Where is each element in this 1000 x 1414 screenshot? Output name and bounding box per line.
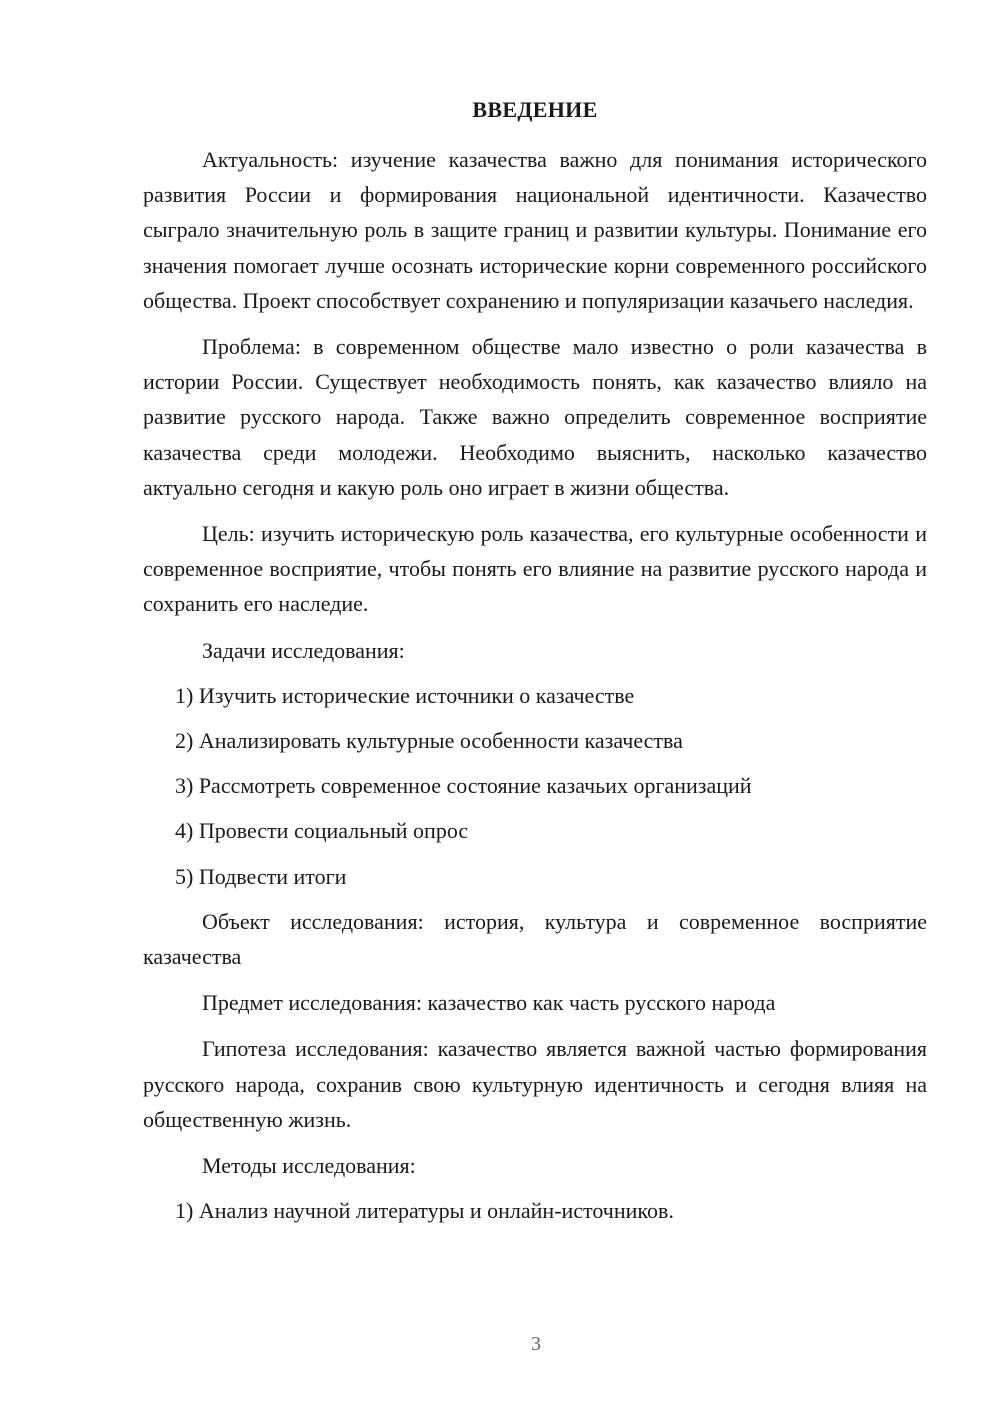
relevance-paragraph: Актуальность: изучение казачества важно для понимания исторического развития России и формирования национальной идентичности. Казачество сыграло значительную роль в защите границ и развитии культуры. Понимание его значения помогает лучше осознать исторические корни современного российского общества. Проект способствует сохранению и популяризации казачьего наследия. [143,147,927,313]
task-item: 4) Провести социальный опрос [175,818,469,844]
section-title: ВВЕДЕНИЕ [472,97,598,122]
method-item: 1) Анализ научной литературы и онлайн-источников. [175,1198,674,1224]
page-number: 3 [531,1333,541,1355]
task-item: 1) Изучить исторические источники о казачестве [175,682,635,708]
tasks-label: Задачи исследования: [202,637,405,663]
goal-paragraph: Цель: изучить историческую роль казачества, его культурные особенности и современное восприятие, чтобы понять его влияние на развитие русского народа и сохранить его наследие. [143,521,927,617]
problem-paragraph: Проблема: в современном обществе мало известно о роли казачества в истории России. Существует необходимость понять, как казачество влияло на развитие русского народа. Также важно определить современное восприятие казачества среди молодежи. Необходимо выяснить, насколько казачество актуально сегодня и какую роль оно играет в жизни общества. [143,334,927,500]
hypothesis-paragraph: Гипотеза исследования: казачество является важной частью формирования русского народа, сохранив свою культурную идентичность и сегодня влияя на общественную жизнь. [143,1036,927,1132]
subject-paragraph: Предмет исследования: казачество как часть русского народа [202,990,776,1016]
methods-label: Методы исследования: [202,1153,416,1179]
task-item: 2) Анализировать культурные особенности казачества [175,728,683,754]
object-paragraph: Объект исследования: история, культура и современное восприятие казачества [143,908,927,970]
task-item: 5) Подвести итоги [175,863,347,889]
task-item: 3) Рассмотреть современное состояние казачьих организаций [175,773,752,799]
document-body [143,95,927,1238]
